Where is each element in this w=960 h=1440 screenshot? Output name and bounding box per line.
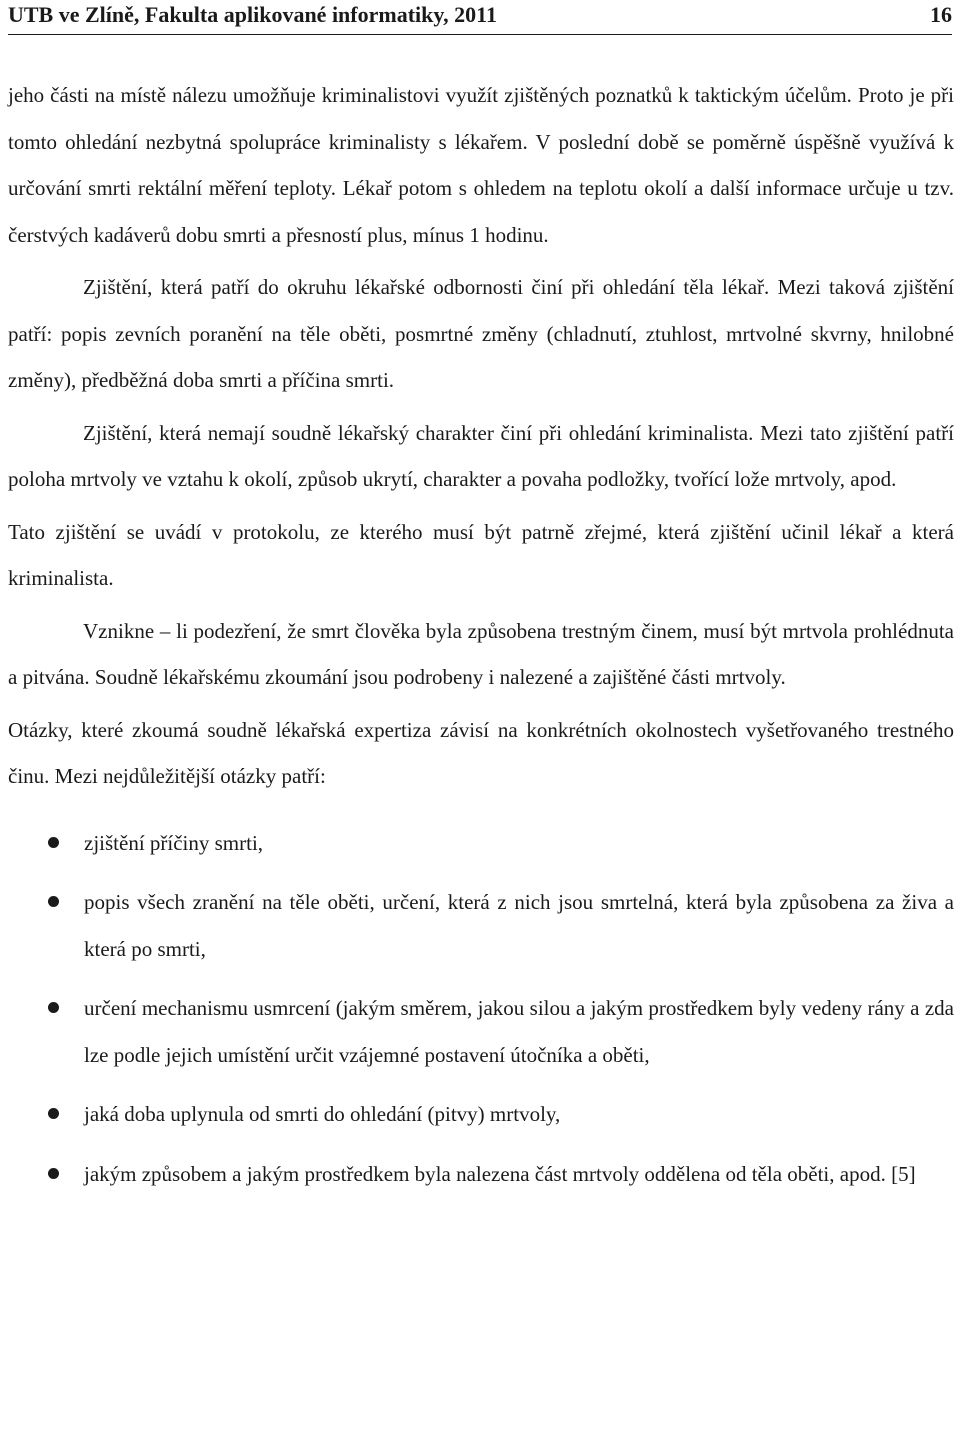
paragraph: Tato zjištění se uvádí v protokolu, ze kterého musí být patrně zřejmé, která zjištění učinil lékař a která kriminalista. (8, 519, 954, 590)
bullet-icon (48, 1108, 59, 1119)
paragraph: Zjištění, která patří do okruhu lékařské odbornosti činí při ohledání těla lékař. Mezi taková zjištění patří: popis zevních poranění na těle oběti, posmrtné změny (chladnutí, ztuhlost, mrtvolné skvrny, hnilobné změny), předběžná doba smrti a příčina smrti. (8, 275, 954, 392)
list-item-text: jakým způsobem a jakým prostředkem byla nalezena část mrtvoly oddělena od těla oběti, apod. [5] (84, 1161, 916, 1186)
list-item-text: popis všech zranění na těle oběti, určení, která z nich jsou smrtelná, která byla způsobena za živa a která po smrti, (84, 890, 954, 961)
page-header (8, 0, 952, 35)
list-item (8, 820, 954, 867)
paragraph: Otázky, které zkoumá soudně lékařská expertiza závisí na konkrétních okolnostech vyšetřovaného trestného činu. Mezi nejdůležitější otázky patří: (8, 717, 954, 788)
bullet-icon (48, 1168, 59, 1179)
paragraph: Vznikne – li podezření, že smrt člověka byla způsobena trestným činem, musí být mrtvola prohlédnuta a pitvána. Soudně lékařskému zkoumání jsou podrobeny i nalezené a zajištěné části mrtvoly. (8, 618, 954, 689)
list-item (8, 985, 954, 1078)
list-item (8, 1151, 954, 1198)
paragraph: Zjištění, která nemají soudně lékařský charakter činí při ohledání kriminalista. Mezi tato zjištění patří poloha mrtvoly ve vztahu k okolí, způsob ukrytí, charakter a povaha podložky, tvořící lože mrtvoly, apod. (8, 420, 954, 491)
header-title: UTB ve Zlíně, Fakulta aplikované informatiky, 2011 (8, 2, 497, 27)
page-number: 16 (930, 2, 952, 27)
bullet-icon (48, 837, 59, 848)
bullet-icon (48, 896, 59, 907)
list-item-text: určení mechanismu usmrcení (jakým směrem, jakou silou a jakým prostředkem byly vedeny rány a zda lze podle jejich umístění určit vzájemné postavení útočníka a oběti, (84, 996, 954, 1067)
bullet-icon (48, 1002, 59, 1013)
list-item-text: jaká doba uplynula od smrti do ohledání (pitvy) mrtvoly, (84, 1102, 561, 1126)
page-body (8, 72, 954, 1197)
list-item-text: zjištění příčiny smrti, (84, 830, 264, 855)
list-item (8, 1091, 954, 1138)
bullet-list (8, 820, 954, 1198)
list-item (8, 879, 954, 972)
paragraph: jeho části na místě nálezu umožňuje kriminalistovi využít zjištěných poznatků k taktickým účelům. Proto je při tomto ohledání nezbytná spolupráce kriminalisty s lékařem. V poslední době se poměrně úspěšně využívá k určování smrti rektální měření teploty. Lékař potom s ohledem na teplotu okolí a další informace určuje u tzv. čerstvých kadáverů dobu smrti a přesností plus, mínus 1 hodinu. (8, 83, 954, 247)
